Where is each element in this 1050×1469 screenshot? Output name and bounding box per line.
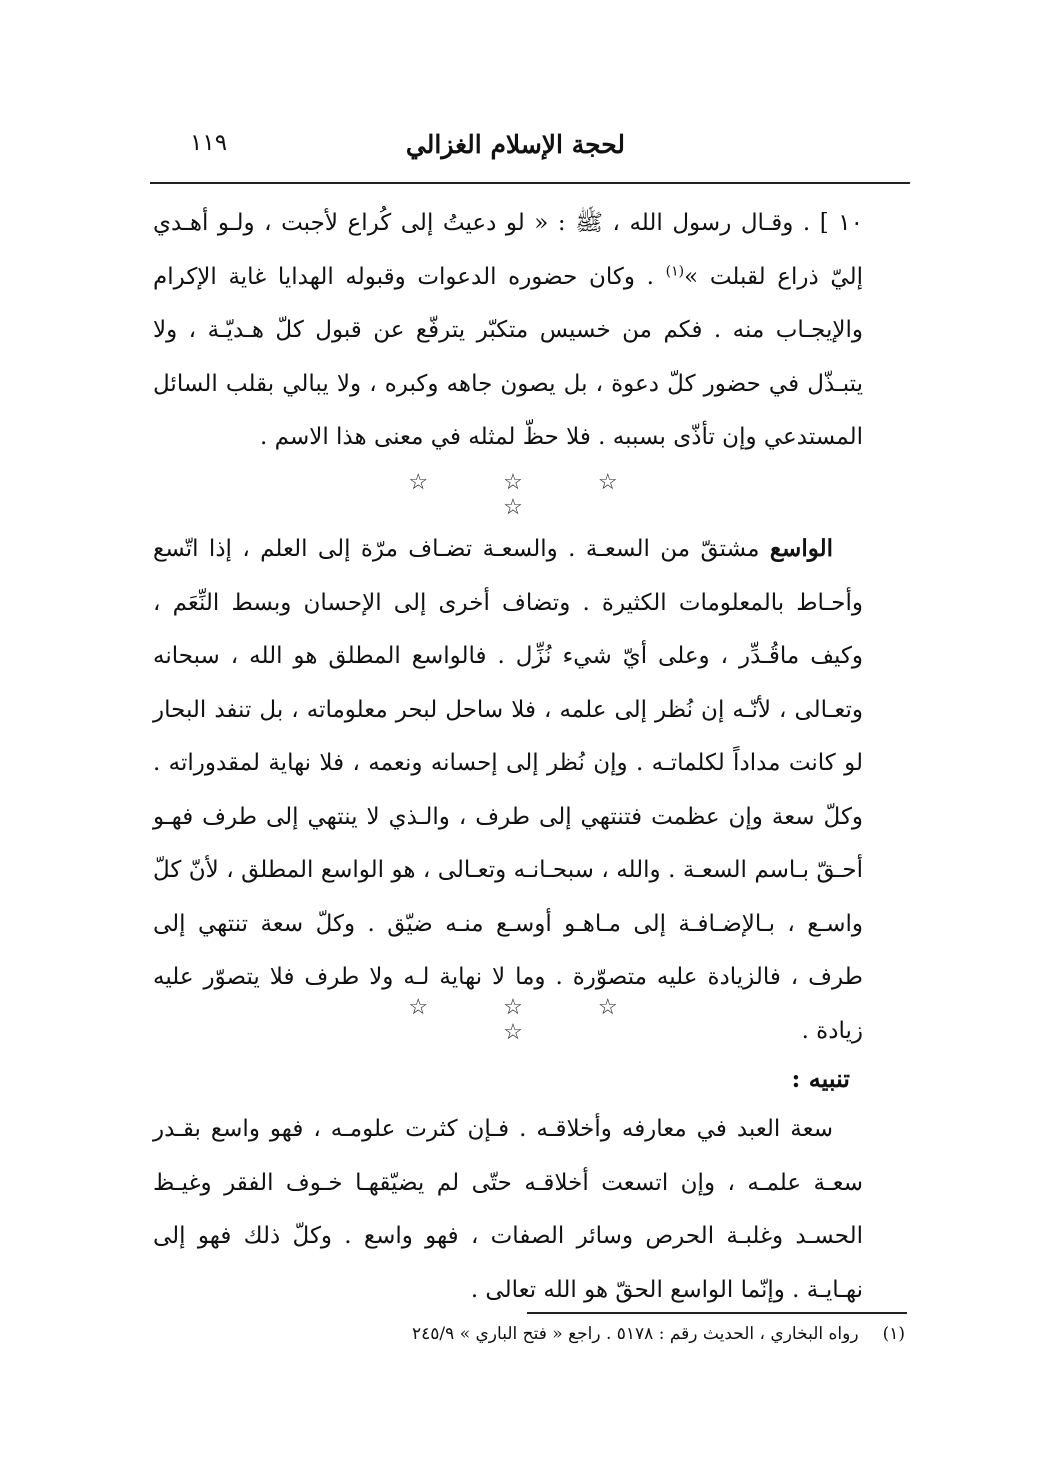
paragraph-hadith-text-start: ١٠ ] . وقـال رسول الله ، ﷺ : « لو دعيتُ إلى كُراع لأجبت ، ولـو أهـدي إليّ ذراع لقبلت » bbox=[153, 210, 863, 290]
footnote bbox=[330, 1320, 905, 1348]
footnote-number: (١) bbox=[882, 1324, 905, 1344]
header-rule bbox=[150, 182, 910, 184]
paragraph-hadith bbox=[153, 197, 863, 465]
section-separator-1: ☆ ☆ ☆ ☆ bbox=[408, 470, 652, 520]
footnote-reference: (١) bbox=[665, 262, 685, 279]
entry-term: الواسع bbox=[769, 535, 833, 562]
section-heading: تنبيه : bbox=[791, 1064, 850, 1093]
paragraph-al-wasi-text: مشتقّ من السعـة . والسعـة تضـاف مرّة إلى العلم ، إذا اتّسع وأحـاط بالمعلومات الكثيرة . وتضاف أخرى إلى الإحسان وبسط النِّعَم ، وكيف ماقُـدِّر ، وعلى أيّ شيء نُزِّل . فالواسع المطلق هو الله ، سبحانه وتعـالى ، لأنّـه إن نُظر إلى علمه ، فلا ساحل لبحر معلوماته ، بل تنفد البحار لو كانت مداداً لكلماتـه . وإن نُظر إلى إحسانه ونعمه ، فلا نهاية لمقدوراته . وكلّ سعة وإن عظمت فتنتهي إلى طرف ، والـذي لا ينتهي إلى طرف فهـو أحـقّ بـاسم السعـة . والله ، سبحـانـه وتعـالى ، هو الواسع المطلق ، لأنّ كلّ واسـع ، بـالإضـافـة إلى مـاهـو أوسـع منـه ضيّق . وكلّ سعة تنتهي إلى طرف ، فالزيادة عليه متصوّرة . وما لا نهاية لـه ولا طرف فلا يتصوّر عليه زيادة . bbox=[153, 536, 863, 1044]
footnote-rule bbox=[527, 1312, 907, 1314]
section-separator-2: ☆ ☆ ☆ ☆ bbox=[408, 995, 652, 1045]
footnote-text: رواه البخاري ، الحديث رقم : ٥١٧٨ . راجع « فتح الباري » ٢٤٥/٩ bbox=[412, 1324, 859, 1344]
page-number: ١١٩ bbox=[190, 130, 228, 156]
running-title: لحجة الإسلام الغزالي bbox=[405, 130, 625, 159]
running-header bbox=[150, 128, 910, 168]
paragraph-hadith-text-end: . وكان حضوره الدعوات وقبوله الهدايا غاية الإكرام والإيجـاب منه . فكم من خسيس متكبّر يترفّع عن قبول كلّ هـديّـة ، ولا يتبـذّل في حضور كلّ دعوة ، بل يصون جاهه وكبره ، ولا يبالي بقلب السائل المستدعي وإن تأذّى بسببه . فلا حظّ لمثله في معنى هذا الاسم . bbox=[153, 263, 863, 450]
paragraph-al-wasi bbox=[153, 522, 863, 1058]
paragraph-note-text: سعة العبد في معارفه وأخلاقـه . فـإن كثرت علومـه ، فهو واسع بقـدر سعـة علمـه ، وإن اتسعت أخلاقـه حتّى لم يضيّقهـا خـوف الفقر وغيـظ الحسـد وغلبـة الحرص وسائر الصفات ، فهو واسع . وكلّ ذلك فهو إلى نهـايـة . وإنّما الواسع الحقّ هو الله تعالى . bbox=[153, 1116, 863, 1303]
paragraph-note bbox=[153, 1103, 863, 1317]
